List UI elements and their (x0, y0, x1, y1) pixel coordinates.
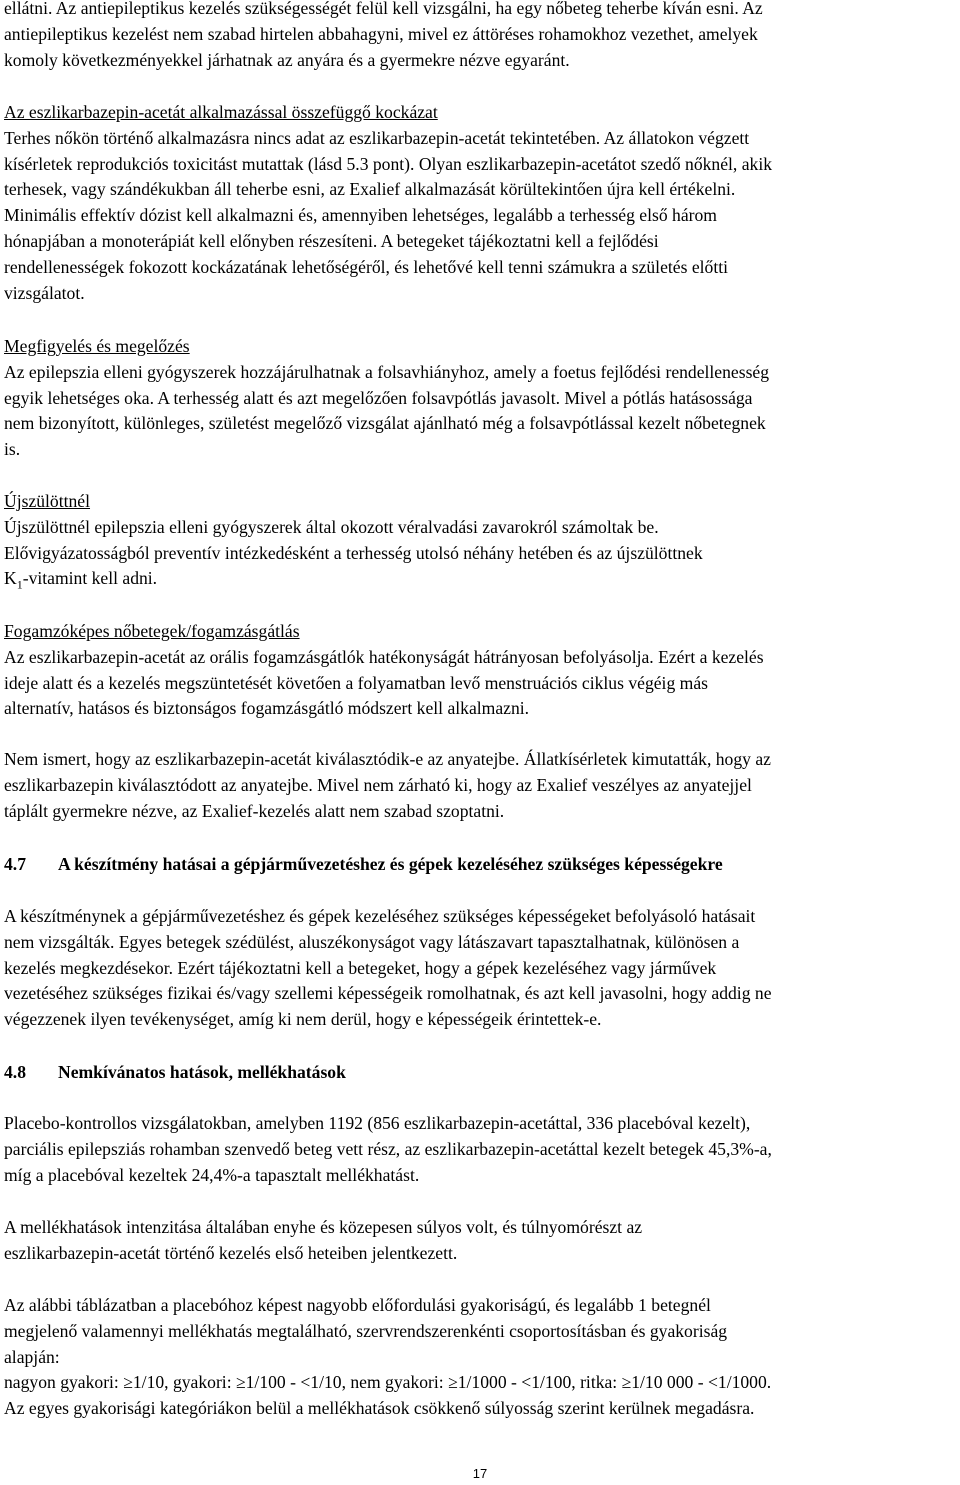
monitoring-heading: Megfigyelés és megelőzés (4, 336, 190, 356)
section-number: 4.8 (4, 1062, 26, 1082)
text-line: Placebo-kontrollos vizsgálatokban, amelyben 1192 (856 eszlikarbazepin-acetáttal, 336 placebóval kezelt), (4, 1113, 751, 1133)
contraception-heading: Fogamzóképes nőbetegek/fogamzásgátlás (4, 621, 300, 641)
text-line: rendellenességek fokozott kockázatának lehetőségéről, és lehetővé kell tenni számukra a születés előtti (4, 256, 728, 277)
text-line: alapján: (4, 1346, 60, 1367)
lactation-paragraph (4, 747, 771, 824)
side-effects-paragraph-2 (4, 1215, 642, 1267)
text-line: Minimális effektív dózist kell alkalmazni és, amennyiben lehetséges, legalább a terhesség első három (4, 205, 717, 226)
monitoring-section (4, 334, 769, 463)
text-line: Az alábbi táblázatban a placebóhoz képest nagyobb előfordulási gyakoriságú, és legalább 1 betegnél (4, 1295, 711, 1315)
side-effects-paragraph-1 (4, 1111, 772, 1188)
text-line: nem vizsgálták. Egyes betegek szédülést, aluszékonyságot vagy látászavart tapasztalhatnak, különösen a (4, 931, 740, 952)
text-line: kísérletek reprodukciós toxicitást mutattak (lásd 5.3 pont). Olyan eszlikarbazepin-acetátot szedő nőknél, akik (4, 153, 773, 174)
page-number: 17 (472, 1466, 488, 1481)
text-line: vezetéséhez szükséges fizikai és/vagy szellemi képességeik romolhatnak, és azt kell javasolni, hogy addig ne (4, 983, 772, 1004)
text-line: antiepileptikus kezelést nem szabad hirtelen abbahagyni, mivel ez áttöréses rohamokhoz vezethet, amelyek (4, 23, 758, 44)
text-line: míg a placebóval kezeltek 24,4%-a tapasztalt mellékhatást. (4, 1164, 420, 1185)
text-line: Az epilepszia elleni gyógyszerek hozzájárulhatnak a folsavhiányhoz, amely a foetus fejlődési rendellenesség (4, 361, 770, 382)
intro-paragraph (4, 0, 763, 73)
text-span: K (4, 568, 17, 589)
text-line: ellátni. Az antiepileptikus kezelés szükségességét felül kell vizsgálni, ha egy nőbeteg teherbe kíván esni. Az (4, 0, 763, 18)
section-title: Nemkívánatos hatások, mellékhatások (58, 1062, 346, 1082)
text-line: komoly következményekkel járhatnak az anyára és a gyermekre nézve egyaránt. (4, 49, 570, 70)
contraception-section (4, 619, 764, 722)
text-line: vizsgálatot. (4, 282, 85, 303)
text-line: Újszülöttnél epilepszia elleni gyógyszerek által okozott véralvadási zavarokról számoltak be. (4, 516, 659, 537)
text-line (4, 566, 703, 598)
newborn-section (4, 489, 703, 599)
subscript: 1 (16, 577, 23, 592)
section-heading (4, 852, 723, 878)
text-line: nagyon gyakori: ≥1/10, gyakori: ≥1/100 - <1/10, nem gyakori: ≥1/1000 - <1/100, ritka: ≥1/10 000 - <1/1000. (4, 1372, 772, 1393)
text-line: Az eszlikarbazepin-acetát az orális fogamzásgátlók hatékonyságát hátrányosan befolyásolja. Ezért a kezelés (4, 646, 764, 667)
text-line: A mellékhatások intenzitása általában enyhe és közepesen súlyos volt, és túlnyomórészt az (4, 1217, 643, 1237)
section-number: 4.7 (4, 854, 26, 874)
text-line: megjelenő valamennyi mellékhatás megtalálható, szervrendszerenkénti csoportosításban és gyakoriság (4, 1320, 728, 1341)
text-line: végezzenek ilyen tevékenységet, amíg ki nem derül, hogy e képességeik érintettek-e. (4, 1009, 602, 1030)
text-span: -vitamint kell adni. (22, 568, 158, 589)
text-line: Terhes nőkön történő alkalmazásra nincs adat az eszlikarbazepin-acetát tekintetében. Az állatokon végzett (4, 127, 750, 148)
text-line: kezelés megkezdésekor. Ezért tájékoztatni kell a betegeket, hogy a gépek kezeléséhez vagy járművek (4, 957, 717, 978)
text-line: Elővigyázatosságból preventív intézkedésként a terhesség utolsó néhány hetében és az újszülöttnek (4, 542, 703, 563)
section-heading (4, 1060, 346, 1086)
text-line: nem bizonyított, különleges, születést megelőző vizsgálat ajánlható még a folsavpótlással kezelt nőbetegnek (4, 413, 766, 434)
section-title: A készítmény hatásai a gépjárművezetéshez és gépek kezeléséhez szükséges képességekre (58, 854, 723, 874)
risk-heading: Az eszlikarbazepin-acetát alkalmazással összefüggő kockázat (4, 102, 438, 122)
section-4-7 (4, 852, 723, 878)
text-line: hónapjában a monoterápiát kell előnyben részesíteni. A betegeket tájékoztatni kell a fejlődési (4, 230, 659, 251)
newborn-heading: Újszülöttnél (4, 491, 91, 511)
risk-section (4, 100, 772, 306)
text-line: alternatív, hatásos és biztonságos fogamzásgátló módszert kell alkalmazni. (4, 698, 530, 719)
text-line: A készítménynek a gépjárművezetéshez és gépek kezeléséhez szükséges képességeket befolyásoló hatásait (4, 906, 756, 926)
text-line: parciális epilepsziás rohamban szenvedő beteg vett rész, az eszlikarbazepin-acetáttal kezelt betegek 45,3%-a, (4, 1138, 772, 1159)
driving-paragraph (4, 904, 772, 1033)
side-effects-paragraph-3 (4, 1293, 771, 1422)
text-line: terhesek, vagy szándékukban áll teherbe esni, az Exalief alkalmazását körültekintően újra kell értékelni. (4, 179, 736, 200)
text-line: táplált gyermekre nézve, az Exalief-kezelés alatt nem szabad szoptatni. (4, 800, 505, 821)
section-4-8 (4, 1060, 346, 1086)
text-line: Az egyes gyakorisági kategóriákon belül a mellékhatások csökkenő súlyosság szerint kerülnek megadásra. (4, 1398, 755, 1419)
text-line: eszlikarbazepin-acetát történő kezelés első heteiben jelentkezett. (4, 1242, 458, 1263)
text-line: egyik lehetséges oka. A terhesség alatt és azt megelőzően folsavpótlás javasolt. Mivel a pótlás hatásossága (4, 387, 753, 408)
text-line: ideje alatt és a kezelés megszüntetését követően a folyamatban levő menstruációs ciklus végéig más (4, 672, 708, 693)
text-line: eszlikarbazepin kiválasztódott az anyatejbe. Mivel nem zárható ki, hogy az Exalief veszélyes az anyatejjel (4, 774, 752, 795)
text-line: is. (4, 439, 21, 460)
text-line: Nem ismert, hogy az eszlikarbazepin-acetát kiválasztódik-e az anyatejbe. Állatkísérletek kimutatták, hogy az (4, 749, 771, 769)
